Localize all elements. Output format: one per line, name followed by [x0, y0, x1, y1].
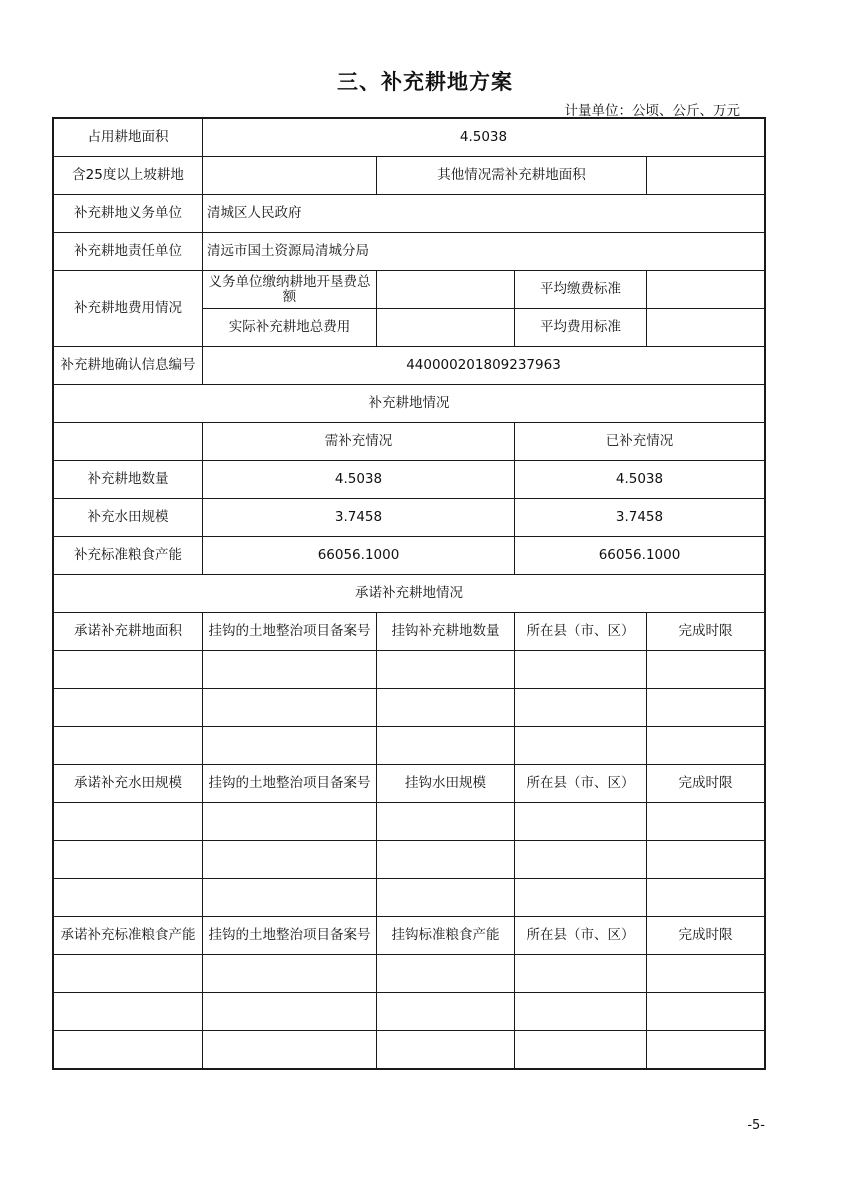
empty-cell	[54, 955, 203, 993]
empty-cell	[515, 879, 647, 917]
empty-cell	[377, 727, 515, 765]
slope-value	[203, 157, 377, 195]
table-row	[54, 803, 765, 841]
occupied-value: 4.5038	[203, 119, 765, 157]
empty-cell	[377, 993, 515, 1031]
avg-fee-label: 平均缴费标准	[515, 271, 647, 309]
row-commit-grain-header	[54, 917, 765, 955]
commit-col1: 承诺补充水田规模	[54, 765, 203, 803]
commit-col3: 挂钩标准粮食产能	[377, 917, 515, 955]
situation-need-value: 66056.1000	[203, 537, 515, 575]
commit-col2: 挂钩的土地整治项目备案号	[203, 613, 377, 651]
confirm-value: 440000201809237963	[203, 347, 765, 385]
situation-label: 补充耕地数量	[54, 461, 203, 499]
empty-cell	[515, 841, 647, 879]
empty-cell	[515, 727, 647, 765]
avg-cost-label: 平均费用标准	[515, 309, 647, 347]
commit-col4: 所在县（市、区）	[515, 765, 647, 803]
empty-cell	[377, 841, 515, 879]
empty-cell	[54, 689, 203, 727]
empty-cell	[203, 879, 377, 917]
empty-cell	[515, 1031, 647, 1069]
empty-cell	[203, 1031, 377, 1069]
actual-cost-value	[377, 309, 515, 347]
commit-col5: 完成时限	[647, 765, 765, 803]
farmland-form-table	[53, 118, 765, 1069]
table-row	[54, 993, 765, 1031]
avg-fee-value	[647, 271, 765, 309]
row-situation-quantity	[54, 461, 765, 499]
situation-header: 补充耕地情况	[54, 385, 765, 423]
empty-cell	[515, 803, 647, 841]
empty-cell	[54, 879, 203, 917]
commit-col5: 完成时限	[647, 613, 765, 651]
row-occupied	[54, 119, 765, 157]
occupied-label: 占用耕地面积	[54, 119, 203, 157]
cost-fee-label: 义务单位缴纳耕地开垦费总额	[203, 271, 377, 309]
page-title: 三、补充耕地方案	[337, 70, 513, 94]
row-commit-area-header	[54, 613, 765, 651]
empty-cell	[647, 727, 765, 765]
situation-need-value: 4.5038	[203, 461, 515, 499]
row-commit-paddy-header	[54, 765, 765, 803]
empty-cell	[647, 651, 765, 689]
avg-cost-value	[647, 309, 765, 347]
empty-cell	[515, 689, 647, 727]
situation-corner	[54, 423, 203, 461]
empty-cell	[647, 955, 765, 993]
empty-cell	[54, 803, 203, 841]
table-row	[54, 651, 765, 689]
row-confirm	[54, 347, 765, 385]
resp-unit-value: 清远市国土资源局清城分局	[203, 233, 765, 271]
empty-cell	[54, 993, 203, 1031]
empty-cell	[647, 841, 765, 879]
cost-fee-value	[377, 271, 515, 309]
empty-cell	[203, 689, 377, 727]
other-value	[647, 157, 765, 195]
empty-cell	[54, 727, 203, 765]
duty-unit-value: 清城区人民政府	[203, 195, 765, 233]
situation-need-value: 3.7458	[203, 499, 515, 537]
commit-col4: 所在县（市、区）	[515, 613, 647, 651]
row-situation-columns	[54, 423, 765, 461]
empty-cell	[54, 651, 203, 689]
table-row	[54, 1031, 765, 1069]
commit-col1: 承诺补充耕地面积	[54, 613, 203, 651]
page-number: -5-	[747, 1118, 765, 1133]
empty-cell	[647, 879, 765, 917]
situation-done-value: 3.7458	[515, 499, 765, 537]
commit-col3: 挂钩补充耕地数量	[377, 613, 515, 651]
empty-cell	[377, 651, 515, 689]
commit-col5: 完成时限	[647, 917, 765, 955]
situation-done-value: 66056.1000	[515, 537, 765, 575]
empty-cell	[377, 879, 515, 917]
row-commitment-header	[54, 575, 765, 613]
unit-note: 计量单位：公顷、公斤、万元	[564, 103, 740, 119]
empty-cell	[377, 803, 515, 841]
commit-col3: 挂钩水田规模	[377, 765, 515, 803]
cost-label: 补充耕地费用情况	[54, 271, 203, 347]
empty-cell	[647, 1031, 765, 1069]
table-row	[54, 955, 765, 993]
need-header: 需补充情况	[203, 423, 515, 461]
empty-cell	[515, 993, 647, 1031]
empty-cell	[203, 841, 377, 879]
empty-cell	[647, 803, 765, 841]
empty-cell	[515, 651, 647, 689]
row-cost-1	[54, 271, 765, 309]
row-situation-header	[54, 385, 765, 423]
situation-label: 补充标准粮食产能	[54, 537, 203, 575]
empty-cell	[203, 803, 377, 841]
other-label: 其他情况需补充耕地面积	[377, 157, 647, 195]
commit-col2: 挂钩的土地整治项目备案号	[203, 917, 377, 955]
confirm-label: 补充耕地确认信息编号	[54, 347, 203, 385]
empty-cell	[377, 955, 515, 993]
row-situation-paddy	[54, 499, 765, 537]
situation-label: 补充水田规模	[54, 499, 203, 537]
done-header: 已补充情况	[515, 423, 765, 461]
commit-col4: 所在县（市、区）	[515, 917, 647, 955]
row-situation-grain	[54, 537, 765, 575]
duty-unit-label: 补充耕地义务单位	[54, 195, 203, 233]
empty-cell	[515, 955, 647, 993]
table-row	[54, 727, 765, 765]
row-slope	[54, 157, 765, 195]
row-duty-unit	[54, 195, 765, 233]
commit-col1: 承诺补充标准粮食产能	[54, 917, 203, 955]
empty-cell	[647, 993, 765, 1031]
empty-cell	[377, 1031, 515, 1069]
commitment-header: 承诺补充耕地情况	[54, 575, 765, 613]
empty-cell	[203, 727, 377, 765]
empty-cell	[203, 651, 377, 689]
empty-cell	[203, 955, 377, 993]
empty-cell	[203, 993, 377, 1031]
empty-cell	[647, 689, 765, 727]
empty-cell	[377, 689, 515, 727]
row-resp-unit	[54, 233, 765, 271]
table-row	[54, 841, 765, 879]
empty-cell	[54, 1031, 203, 1069]
slope-label: 含25度以上坡耕地	[54, 157, 203, 195]
commit-col2: 挂钩的土地整治项目备案号	[203, 765, 377, 803]
actual-cost-label: 实际补充耕地总费用	[203, 309, 377, 347]
table-row	[54, 879, 765, 917]
empty-cell	[54, 841, 203, 879]
resp-unit-label: 补充耕地责任单位	[54, 233, 203, 271]
situation-done-value: 4.5038	[515, 461, 765, 499]
table-row	[54, 689, 765, 727]
